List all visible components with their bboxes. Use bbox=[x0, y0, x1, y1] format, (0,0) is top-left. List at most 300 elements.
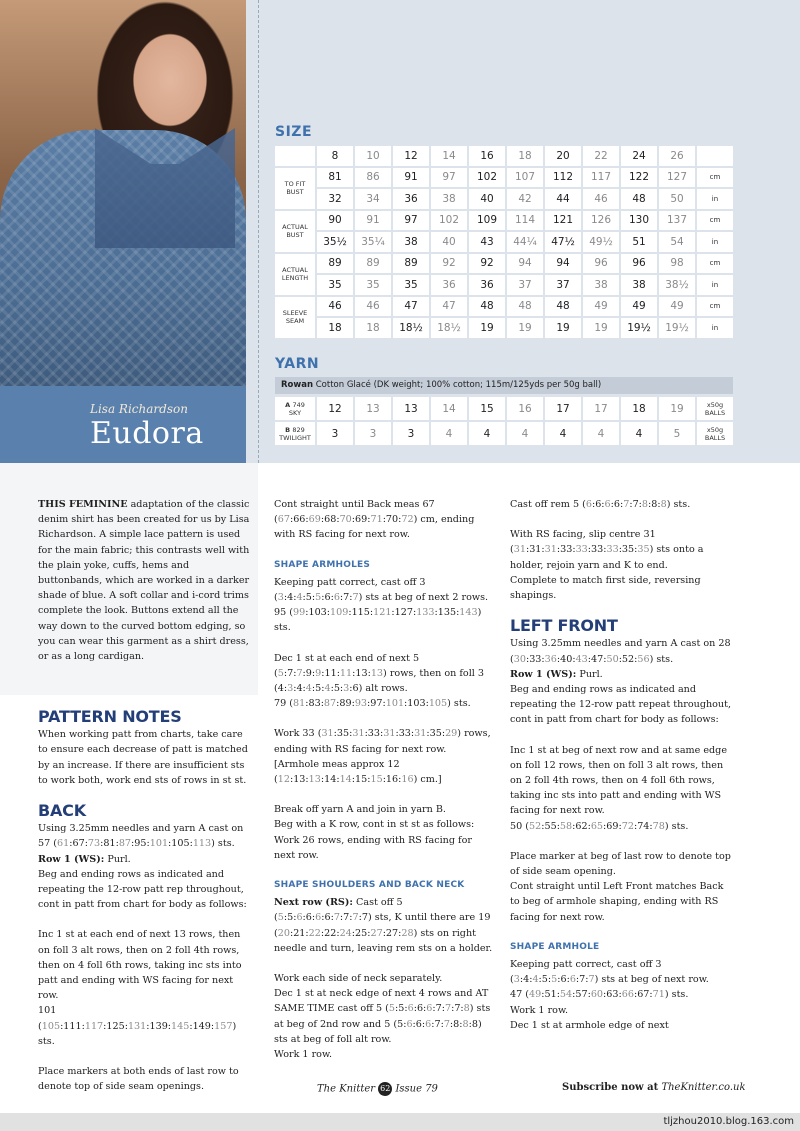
text-run: : bbox=[629, 499, 633, 510]
size-cell: 38½ bbox=[659, 275, 695, 295]
text-run: : bbox=[339, 683, 344, 695]
work-each-side: Work each side of neck separately. bbox=[274, 973, 443, 985]
size-cell: 10 bbox=[355, 146, 391, 166]
size-value: 81 bbox=[293, 698, 306, 710]
text-run: : bbox=[404, 698, 408, 710]
size-cell: 89 bbox=[355, 254, 391, 274]
size-value: 13 bbox=[293, 774, 306, 786]
text-run: : bbox=[131, 838, 135, 850]
size-cell: 34 bbox=[355, 189, 391, 209]
yarn-brand: Rowan bbox=[281, 380, 314, 390]
size-value: 117 bbox=[84, 1020, 104, 1032]
size-value: 62 bbox=[575, 820, 588, 832]
size-row bbox=[275, 232, 733, 252]
size-value: 73 bbox=[87, 838, 101, 850]
text-run: : bbox=[339, 912, 344, 924]
size-value: 4 bbox=[324, 683, 331, 695]
size-value: 6 bbox=[604, 499, 611, 510]
yarn-heading: YARN bbox=[275, 356, 320, 372]
text-run: Cast off 5 ( bbox=[274, 897, 403, 924]
armholes-cast-off bbox=[274, 575, 496, 605]
size-value: 33 bbox=[398, 728, 411, 740]
break-yarn: Break off yarn A and join in yarn B. bbox=[274, 804, 446, 816]
text-run: : bbox=[441, 728, 446, 740]
text-run: ) rows, ending with RS facing for next row. bbox=[274, 728, 491, 755]
text-run: : bbox=[634, 544, 638, 556]
yarn-cell: 3 bbox=[317, 422, 353, 445]
size-value: 6 bbox=[315, 912, 322, 924]
text-run: : bbox=[69, 838, 73, 850]
text-run: : bbox=[367, 927, 371, 939]
size-unit: in bbox=[697, 189, 733, 209]
text-run: : bbox=[449, 1018, 454, 1030]
size-value: 8 bbox=[651, 499, 658, 510]
text-run: : bbox=[413, 1003, 417, 1015]
column-3 bbox=[510, 497, 734, 1033]
text-run: : bbox=[638, 499, 642, 510]
size-value: 6 bbox=[352, 683, 359, 695]
size-value: 33 bbox=[529, 653, 542, 665]
size-value: 4 bbox=[296, 683, 303, 695]
text-run: : bbox=[425, 698, 429, 710]
size-cell: 97 bbox=[393, 211, 429, 231]
text-run: : bbox=[103, 1020, 107, 1032]
complete-first-side: Complete to match first side, reversing shapings. bbox=[510, 574, 701, 602]
text-run: ) sts. bbox=[649, 653, 674, 665]
size-value: 71 bbox=[652, 989, 665, 1001]
size-cell: 35¼ bbox=[355, 232, 391, 252]
size-cell: 114 bbox=[507, 211, 543, 231]
text-run: : bbox=[468, 1018, 472, 1030]
size-cell: 19 bbox=[583, 318, 619, 338]
text-run: : bbox=[349, 683, 353, 695]
size-row bbox=[275, 189, 733, 209]
size-value: 87 bbox=[323, 698, 337, 710]
size-cell: 22 bbox=[583, 146, 619, 166]
text-run: ) cm, ending with RS facing for next row. bbox=[274, 514, 475, 541]
size-unit: in bbox=[697, 318, 733, 338]
size-value: 9 bbox=[315, 667, 322, 679]
dec-neck-edge bbox=[274, 986, 496, 1047]
text-run: : bbox=[395, 728, 399, 740]
size-value: 7 bbox=[443, 1018, 450, 1030]
size-value: 157 bbox=[214, 1020, 233, 1032]
size-value: 7 bbox=[333, 912, 340, 924]
size-cell: 102 bbox=[431, 211, 467, 231]
text-run: : bbox=[541, 820, 545, 832]
size-cell: 86 bbox=[355, 168, 391, 188]
size-cell: 40 bbox=[469, 189, 505, 209]
text-run: : bbox=[412, 1018, 416, 1030]
size-value: 70 bbox=[339, 514, 352, 526]
size-value: 22 bbox=[308, 927, 321, 939]
size-value: 6 bbox=[613, 499, 620, 510]
yarn-cell: 5 bbox=[659, 422, 695, 445]
size-value: 29 bbox=[445, 728, 458, 740]
text-run: : bbox=[167, 1020, 172, 1032]
size-value: 5 bbox=[315, 592, 322, 604]
size-value: 5 bbox=[397, 1018, 404, 1030]
size-value: 78 bbox=[652, 820, 665, 832]
yarn-unit: x50g BALLS bbox=[697, 422, 733, 445]
text-run: : bbox=[311, 592, 316, 604]
text-run: : bbox=[146, 1020, 150, 1032]
yarn-cell: 12 bbox=[317, 397, 353, 420]
size-value: 33 bbox=[591, 544, 604, 556]
size-value: 5 bbox=[333, 683, 340, 695]
text-run: : bbox=[320, 927, 325, 939]
text-run: : bbox=[451, 1003, 455, 1015]
size-cell: 14 bbox=[431, 146, 467, 166]
text-run: : bbox=[395, 1003, 399, 1015]
text-run: : bbox=[293, 592, 297, 604]
size-value: 7 bbox=[623, 499, 630, 510]
yarn-cell: 3 bbox=[355, 422, 391, 445]
size-value: 83 bbox=[308, 698, 321, 710]
size-value: 105 bbox=[41, 1020, 61, 1032]
text-run: : bbox=[412, 607, 417, 619]
size-cell: 48 bbox=[469, 297, 505, 317]
size-value: 6 bbox=[425, 1018, 432, 1030]
size-cell: 112 bbox=[545, 168, 581, 188]
size-cell: 81 bbox=[317, 168, 353, 188]
yarn-description bbox=[275, 377, 733, 394]
yarn-cell: 4 bbox=[583, 422, 619, 445]
text-run: : bbox=[634, 653, 638, 665]
work-26-rows: Work 26 rows, ending with RS facing for next row. bbox=[274, 834, 472, 861]
footer-subscribe bbox=[562, 1082, 746, 1093]
size-value: 69 bbox=[308, 514, 321, 526]
size-value: 6 bbox=[324, 912, 331, 924]
size-value: 63 bbox=[606, 989, 619, 1001]
size-value: 7 bbox=[454, 1003, 461, 1015]
text-run: : bbox=[302, 683, 306, 695]
size-value: 81 bbox=[103, 838, 116, 850]
text-run: : bbox=[432, 1003, 436, 1015]
armholes-count bbox=[274, 605, 496, 635]
page-number: 62 bbox=[378, 1082, 392, 1096]
yarn-cell: 16 bbox=[507, 397, 543, 420]
size-row bbox=[275, 146, 733, 166]
size-value: 52 bbox=[529, 820, 542, 832]
size-cell: 121 bbox=[545, 211, 581, 231]
size-value: 40 bbox=[560, 653, 573, 665]
text-run: : bbox=[456, 607, 460, 619]
text-run: ) sts at beg of next 2 rows. bbox=[358, 592, 489, 604]
lf-arm-cast-off bbox=[510, 957, 734, 987]
text-run: : bbox=[352, 667, 356, 679]
text-run: : bbox=[330, 592, 334, 604]
text-run: : bbox=[657, 499, 661, 510]
yarn-shade: TWILIGHT bbox=[279, 433, 311, 442]
text-run: : bbox=[293, 912, 297, 924]
lf-beg-end: Beg and ending rows as indicated and repeating the 12-row patt repeat throughout, cont in patt from chart for body as follows: bbox=[510, 684, 732, 726]
size-value: 7 bbox=[287, 667, 294, 679]
text-run: : bbox=[348, 607, 352, 619]
text-run: : bbox=[115, 838, 119, 850]
size-cell: 50 bbox=[659, 189, 695, 209]
size-value: 49 bbox=[529, 989, 542, 1001]
size-cell: 42 bbox=[507, 189, 543, 209]
size-value: 87 bbox=[118, 838, 132, 850]
size-row bbox=[275, 318, 733, 338]
text-run: Work 33 ( bbox=[274, 728, 322, 740]
text-run: : bbox=[556, 653, 561, 665]
text-run: ) sts. bbox=[38, 1020, 237, 1047]
text-run: : bbox=[572, 544, 576, 556]
text-run: : bbox=[541, 544, 545, 556]
size-value: 11 bbox=[324, 667, 337, 679]
text-run: : bbox=[525, 544, 530, 556]
text-run: ) sts, K until there are 19 ( bbox=[274, 912, 491, 939]
text-run: ) sts. bbox=[664, 820, 689, 832]
yarn-cell: 4 bbox=[621, 422, 657, 445]
text-run: : bbox=[283, 667, 288, 679]
size-value: 4 bbox=[305, 683, 312, 695]
size-row-label bbox=[275, 146, 315, 166]
size-cell: 19 bbox=[507, 318, 543, 338]
text-run: : bbox=[168, 838, 172, 850]
text-run: 50 ( bbox=[510, 820, 530, 832]
size-cell: 38 bbox=[621, 275, 657, 295]
size-cell: 94 bbox=[507, 254, 543, 274]
size-cell: 18 bbox=[507, 146, 543, 166]
size-cell: 38 bbox=[393, 232, 429, 252]
size-cell: 49 bbox=[659, 297, 695, 317]
lf-row1-text: Purl. bbox=[576, 668, 603, 680]
size-value: 28 bbox=[401, 927, 414, 939]
text-run: : bbox=[519, 974, 524, 986]
lf-cont: Cont straight until Left Front matches Back to beg of armhole shaping, ending with RS facing for next row. bbox=[510, 881, 724, 923]
size-value: 31 bbox=[321, 728, 334, 740]
size-value: 131 bbox=[127, 1020, 147, 1032]
text-run: : bbox=[124, 1020, 128, 1032]
size-value: 11 bbox=[339, 667, 353, 679]
size-value: 31 bbox=[414, 728, 427, 740]
text-run: : bbox=[330, 683, 334, 695]
size-value: 6 bbox=[585, 499, 592, 510]
size-cell: 89 bbox=[393, 254, 429, 274]
size-value: 8 bbox=[471, 1018, 478, 1030]
size-cell: 18½ bbox=[393, 318, 429, 338]
size-value: 67 bbox=[637, 989, 650, 1001]
text-run: : bbox=[547, 974, 552, 986]
size-cell: 12 bbox=[393, 146, 429, 166]
intro-text: adaptation of the classic denim shirt has been created for us by Lisa Richardson. A simple lace pattern is used for the main fabric; this contrasts well with the plain yoke, cuffs, hems and buttonbands, which are worked in a darker shade of blue. A soft collar and i-cord trims complete the look. Buttons extend all the way down to the curved bottom edging, so you can wear this garment as a shirt dress, or as a long cardigan. bbox=[38, 499, 250, 663]
size-value: 6 bbox=[569, 974, 576, 986]
text-run: : bbox=[336, 667, 340, 679]
text-run: : bbox=[321, 683, 325, 695]
size-value: 125 bbox=[106, 1020, 125, 1032]
size-unit: cm bbox=[697, 211, 733, 231]
size-value: 50 bbox=[606, 653, 619, 665]
text-run: [Armhole meas approx 12 ( bbox=[274, 758, 400, 786]
text-run: : bbox=[587, 544, 592, 556]
lf-marker: Place marker at beg of last row to denote top of side seam opening. bbox=[510, 850, 731, 878]
size-cell: 49 bbox=[621, 297, 657, 317]
size-value: 61 bbox=[57, 838, 70, 850]
size-cell: 38 bbox=[583, 275, 619, 295]
text-run: : bbox=[434, 607, 438, 619]
yarn-cell: 13 bbox=[393, 397, 429, 420]
size-value: 5 bbox=[551, 974, 558, 986]
size-cell: 137 bbox=[659, 211, 695, 231]
size-value: 103 bbox=[407, 698, 426, 710]
text-run: : bbox=[349, 728, 353, 740]
text-run: 79 ( bbox=[274, 698, 294, 710]
shape-armholes-heading: SHAPE ARMHOLES bbox=[274, 559, 371, 570]
text-run: ) sts at beg of 2nd row and 5 ( bbox=[274, 1003, 491, 1030]
text-run: : bbox=[382, 927, 386, 939]
text-run: : bbox=[330, 912, 334, 924]
work-33-rows bbox=[274, 726, 496, 756]
model-photo bbox=[0, 0, 246, 386]
size-value: 22 bbox=[324, 927, 337, 939]
text-run: : bbox=[426, 728, 430, 740]
size-value: 12 bbox=[277, 774, 290, 786]
yarn-unit: x50g BALLS bbox=[697, 397, 733, 420]
size-value: 133 bbox=[416, 607, 435, 619]
size-value: 7 bbox=[632, 499, 639, 510]
size-row bbox=[275, 297, 733, 317]
size-cell: 16 bbox=[469, 146, 505, 166]
size-cell: 117 bbox=[583, 168, 619, 188]
text-run: : bbox=[410, 728, 415, 740]
back-row1 bbox=[38, 852, 252, 867]
size-cell: 19½ bbox=[621, 318, 657, 338]
size-value: 31 bbox=[513, 544, 526, 556]
size-value: 68 bbox=[324, 514, 337, 526]
size-value: 43 bbox=[575, 653, 588, 665]
text-run: : bbox=[189, 1020, 193, 1032]
size-cell: 19½ bbox=[659, 318, 695, 338]
text-run: : bbox=[398, 927, 402, 939]
size-cell: 35 bbox=[317, 275, 353, 295]
size-value: 5 bbox=[398, 1003, 405, 1015]
size-cell: 46 bbox=[583, 189, 619, 209]
size-value: 5 bbox=[541, 974, 548, 986]
back-heading: BACK bbox=[38, 801, 86, 821]
yarn-cell: 15 bbox=[469, 397, 505, 420]
size-row-label: TO FIT BUST bbox=[275, 168, 315, 209]
size-value: 33 bbox=[606, 544, 619, 556]
size-value: 6 bbox=[416, 1003, 424, 1015]
size-cell: 92 bbox=[469, 254, 505, 274]
size-cell: 20 bbox=[545, 146, 581, 166]
yarn-spec: Cotton Glacé (DK weight; 100% cotton; 115m/125yds per 50g ball) bbox=[315, 380, 602, 390]
yarn-cell: 4 bbox=[431, 422, 467, 445]
text-run: ) sts. bbox=[447, 698, 471, 710]
size-row bbox=[275, 211, 733, 231]
text-run: : bbox=[529, 974, 533, 986]
text-run: : bbox=[648, 499, 652, 510]
column-1 bbox=[38, 497, 252, 679]
size-value: 35 bbox=[336, 728, 350, 740]
size-value: 14 bbox=[339, 774, 352, 786]
size-cell: 26 bbox=[659, 146, 695, 166]
size-value: 3 bbox=[343, 683, 350, 695]
size-value: 6 bbox=[305, 912, 312, 924]
text-run: : bbox=[302, 912, 306, 924]
text-run: ) alt rows. bbox=[358, 683, 408, 695]
size-value: 6 bbox=[426, 1003, 433, 1015]
size-value: 4 bbox=[532, 974, 539, 986]
text-run: ) sts at beg of foll alt row. bbox=[274, 1018, 482, 1045]
magazine-name: The Knitter bbox=[317, 1083, 376, 1095]
text-run: : bbox=[566, 974, 570, 986]
size-value: 127 bbox=[394, 607, 413, 619]
text-run: : bbox=[146, 838, 150, 850]
text-run: : bbox=[283, 592, 288, 604]
text-run: ) sts. bbox=[666, 499, 691, 510]
size-value: 5 bbox=[315, 683, 322, 695]
size-value: 7 bbox=[352, 912, 359, 924]
size-row bbox=[275, 275, 733, 295]
text-run: : bbox=[380, 728, 384, 740]
text-run: : bbox=[538, 974, 542, 986]
footer-issue bbox=[317, 1082, 438, 1096]
size-cell: 130 bbox=[621, 211, 657, 231]
text-run: : bbox=[351, 927, 356, 939]
lf-row1 bbox=[510, 667, 734, 682]
size-value: 9 bbox=[305, 667, 312, 679]
size-cell: 51 bbox=[621, 232, 657, 252]
text-run: : bbox=[633, 989, 638, 1001]
size-value: 6 bbox=[406, 1018, 413, 1030]
size-value: 4 bbox=[296, 592, 303, 604]
text-run: : bbox=[305, 774, 309, 786]
text-run: : bbox=[283, 683, 288, 695]
size-value: 8 bbox=[463, 1003, 470, 1015]
shape-armhole-heading: SHAPE ARMHOLE bbox=[510, 941, 600, 952]
yarn-letter: A bbox=[285, 400, 293, 409]
size-cell: 126 bbox=[583, 211, 619, 231]
size-cell: 8 bbox=[317, 146, 353, 166]
size-value: 139 bbox=[149, 1020, 168, 1032]
back-inc-count bbox=[38, 1003, 252, 1049]
text-run: ) sts. bbox=[664, 989, 689, 1001]
text-run: : bbox=[398, 774, 402, 786]
text-run: : bbox=[572, 989, 576, 1001]
size-cell: 18 bbox=[317, 318, 353, 338]
size-value: 8 bbox=[660, 499, 667, 510]
lf-cast-on bbox=[510, 636, 734, 666]
size-value: 13 bbox=[370, 667, 384, 679]
text-run: : bbox=[81, 1020, 85, 1032]
text-run: ) sts onto a holder, rejoin yarn and K to end. bbox=[510, 544, 704, 571]
size-value: 111 bbox=[63, 1020, 82, 1032]
text-run: : bbox=[349, 912, 353, 924]
yarn-code: 749 bbox=[292, 400, 305, 409]
size-value: 6 bbox=[296, 912, 303, 924]
text-run: : bbox=[336, 927, 340, 939]
left-front-heading: LEFT FRONT bbox=[510, 616, 618, 636]
size-value: 4 bbox=[523, 974, 530, 986]
size-value: 8 bbox=[453, 1018, 460, 1030]
armholes-dec-count bbox=[274, 696, 496, 711]
text-run: : bbox=[587, 989, 591, 1001]
text-run: ) cm.] bbox=[413, 774, 442, 786]
size-cell: 18½ bbox=[431, 318, 467, 338]
text-run: : bbox=[339, 592, 344, 604]
next-row-rs bbox=[274, 895, 496, 956]
subscribe-link[interactable]: TheKnitter.co.uk bbox=[661, 1082, 746, 1093]
size-cell: 24 bbox=[621, 146, 657, 166]
text-run: : bbox=[367, 667, 371, 679]
yarn-table bbox=[273, 395, 735, 447]
size-cell: 107 bbox=[507, 168, 543, 188]
size-cell: 102 bbox=[469, 168, 505, 188]
